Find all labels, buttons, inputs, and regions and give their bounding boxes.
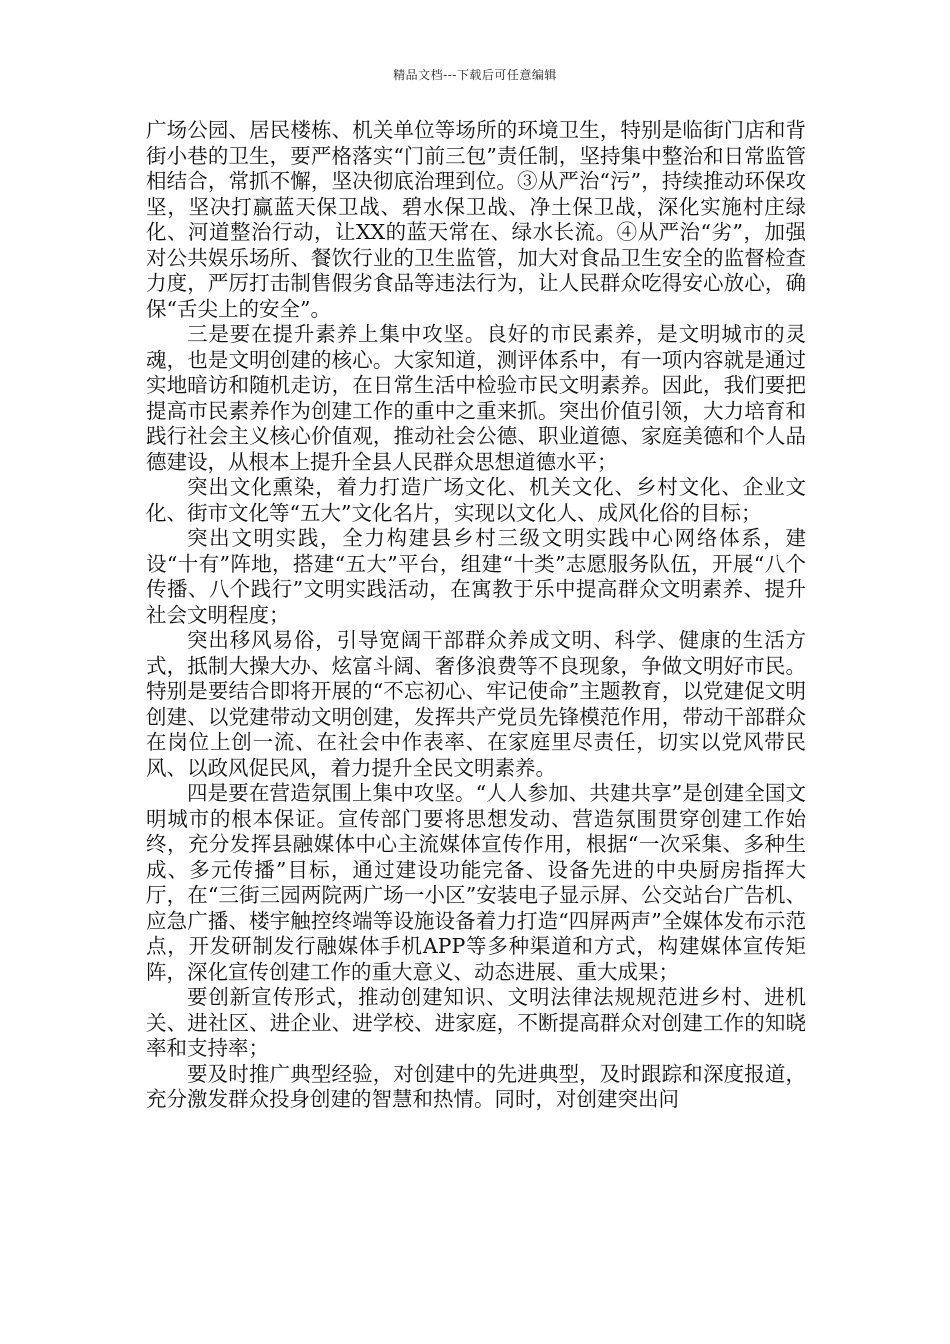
paragraph-culture: 突出文化熏染，着力打造广场文化、机关文化、乡村文化、企业文化、街市文化等“五大”文化名片，实现以文化人、成风化俗的目标； bbox=[146, 475, 806, 525]
paragraph-atmosphere: 四是要在营造氛围上集中攻坚。“人人参加、共建共享”是创建全国文明城市的根本保证。宣传部门要将思想发动、营造氛围贯穿创建工作始终，充分发挥县融媒体中心主流媒体宣传作用，根据“一次采集、多种生成、多元传播”目标，通过建设功能完备、设备先进的中央厨房指挥大厅，在“三街三园两院两广场一小区”安装电子显示屏、公交站台广告机、应急广播、楼宇触控终端等设施设备着力打造“四屏两声”全媒体发布示范点，开发研制发行融媒体手机APP等多种渠道和方式，构建媒体宣传矩阵，深化宣传创建工作的重大意义、动态进展、重大成果； bbox=[146, 781, 806, 984]
document-body bbox=[146, 118, 806, 1113]
paragraph-typical-experience: 要及时推广典型经验，对创建中的先进典型，及时跟踪和深度报道，充分激发群众投身创建的智慧和热情。同时，对创建突出问 bbox=[146, 1061, 806, 1111]
paragraph-improve-literacy: 三是要在提升素养上集中攻坚。良好的市民素养，是文明城市的灵魂，也是文明创建的核心。大家知道，测评体系中，有一项内容就是通过实地暗访和随机走访，在日常生活中检验市民文明素养。因此，我们要把提高市民素养作为创建工作的重中之重来抓。突出价值引领，大力培育和践行社会主义核心价值观，推动社会公德、职业道德、家庭美德和个人品德建设，从根本上提升全县人民群众思想道德水平； bbox=[146, 322, 806, 474]
paragraph-publicity-forms: 要创新宣传形式，推动创建知识、文明法律法规规范进乡村、进机关、进社区、进企业、进学校、进家庭，不断提高群众对创建工作的知晓率和支持率； bbox=[146, 985, 806, 1060]
paragraph-civilization-practice: 突出文明实践，全力构建县乡村三级文明实践中心网络体系，建设“十有”阵地，搭建“五大”平台，组建“十类”志愿服务队伍，开展“八个传播、八个践行”文明实践活动，在寓教于乐中提高群众文明素养、提升社会文明程度； bbox=[146, 526, 806, 627]
paragraph-customs: 突出移风易俗，引导宽阔干部群众养成文明、科学、健康的生活方式，抵制大操大办、炫富斗阔、奢侈浪费等不良现象，争做文明好市民。特别是要结合即将开展的“不忘初心、牢记使命”主题教育，以党建促文明创建、以党建带动文明创建，发挥共产党员先锋模范作用，带动干部群众在岗位上创一流、在社会中作表率、在家庭里尽责任，切实以党风带民风、以政风促民风，着力提升全民文明素养。 bbox=[146, 628, 806, 780]
paragraph-environment-continued: 广场公园、居民楼栋、机关单位等场所的环境卫生，特别是临街门店和背街小巷的卫生，要严格落实“门前三包”责任制，坚持集中整治和日常监管相结合，常抓不懈，坚决彻底治理到位。③从严治“污”，持续推动环保攻坚，坚决打赢蓝天保卫战、碧水保卫战、净土保卫战，深化实施村庄绿化、河道整治行动，让XX的蓝天常在、绿水长流。④从严治“劣”，加强对公共娱乐场所、餐饮行业的卫生监管，加大对食品卫生安全的监督检查力度，严厉打击制售假劣食品等违法行为，让人民群众吃得安心放心，确保“舌尖上的安全”。 bbox=[146, 118, 806, 321]
page-header: 精品文档---下载后可任意编辑 bbox=[393, 68, 557, 82]
